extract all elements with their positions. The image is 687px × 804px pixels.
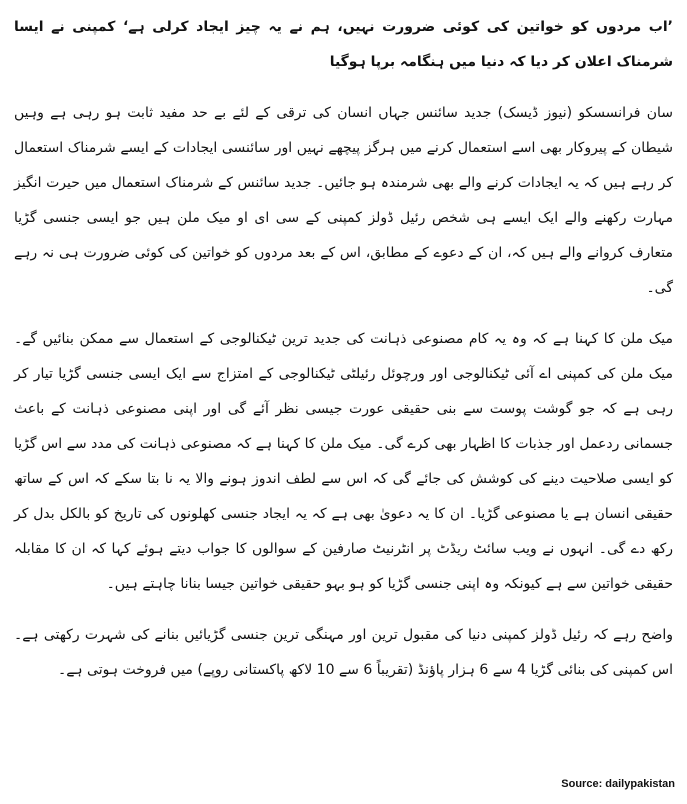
article-headline: ’اب مردوں کو خواتین کی کوئی ضرورت نہیں، ہم نے یہ چیز ایجاد کرلی ہے‘ کمپنی نے ایسا شرمناک اعلان کر دیا کہ دنیا میں ہنگامہ برپا ہوگیا [14,19,673,70]
article [14,10,673,704]
source-credit: Source: dailypakistan [561,778,675,790]
article-paragraph-2: میک ملن کا کہنا ہے کہ وہ یہ کام مصنوعی ذہانت کی جدید ترین ٹیکنالوجی کے استعمال سے ممکن بنائیں گے۔ میک ملن کی کمپنی اے آئی ٹیکنالوجی اور ورچوئل رئیلٹی ٹیکنالوجی کے امتزاج سے ایک ایسی جنسی گڑیا تیار کر رہی ہے کہ جو گوشت پوست سے بنی حقیقی عورت جیسی نظر آئے گی اور اپنی مصنوعی ذہانت کے باعث جسمانی ردعمل اور جذبات کا اظہار بھی کرے گی۔ میک ملن کا کہنا ہے کہ مصنوعی ذہانت کی مدد سے اس گڑیا کو ایسی صلاحیت دینے کی کوشش کی جائے گی کہ اس سے لطف اندوز ہونے والا یہ نا بتا سکے کہ اس کے ساتھ حقیقی انسان ہے یا مصنوعی گڑیا۔ ان کا یہ دعویٰ بھی ہے کہ یہ ایجاد جنسی کھلونوں کی تاریخ کو بالکل بدل کر رکھ دے گی۔ انہوں نے ویب سائٹ ریڈٹ پر انٹرنیٹ صارفین کے سوالوں کا جواب دیتے ہوئے کہا کہ ان کا مقابلہ حقیقی خواتین سے ہے کیونکہ وہ اپنی جنسی گڑیا کو ہو بہو حقیقی خواتین جیسا بنانا چاہتے ہیں۔ [14,331,673,592]
article-paragraph-3: واضح رہے کہ رئیل ڈولز کمپنی دنیا کی مقبول ترین اور مہنگی ترین جنسی گڑیائیں بنانے کی شہرت رکھتی ہے۔ اس کمپنی کی بنائی گڑیا 4 سے 6 ہزار پاﺅنڈ (تقریباً 6 سے 10 لاکھ پاکستانی روپے) میں فروخت ہوتی ہے۔ [14,627,673,678]
article-paragraph-1: سان فرانسسکو (نیوز ڈیسک) جدید سائنس جہاں انسان کی ترقی کے لئے بے حد مفید ثابت ہو رہی ہے وہیں شیطان کے پیروکار بھی اسے استعمال کرنے میں ہرگز پیچھے نہیں اور سائنسی ایجادات کے ایسے شرمناک استعمال کر رہے ہیں کہ یہ ایجادات کرنے والے بھی شرمندہ ہو جائیں۔ جدید سائنس کے شرمناک استعمال میں حیرت انگیز مہارت رکھنے والے ایک ایسے ہی شخص رئیل ڈولز کمپنی کے سی ای او میک ملن ہیں جو ایسی جنسی گڑیا متعارف کروانے والے ہیں کہ، ان کے دعوے کے مطابق، اس کے بعد مردوں کو خواتین کی کوئی ضرورت ہی نہ رہے گی۔ [14,105,673,296]
